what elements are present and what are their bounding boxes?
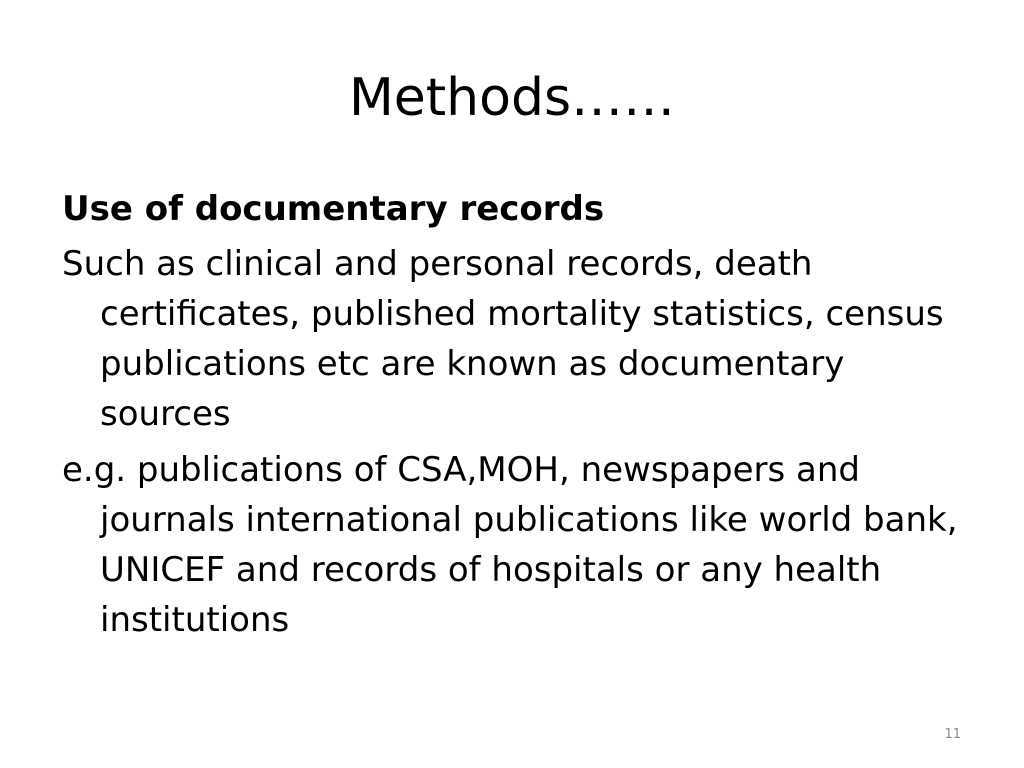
slide-content <box>62 183 972 651</box>
slide-title: Methods…… <box>348 68 676 128</box>
page-number: 11 <box>944 727 961 742</box>
section-heading: Use of documentary records <box>62 189 605 229</box>
paragraph-documentary-sources: Such as clinical and personal records, death certificates, published mortality statistics, census publications etc are known as documentary sources <box>62 244 944 434</box>
paragraph-examples: e.g. publications of CSA,MOH, newspapers and journals international publications like world bank, UNICEF and records of hospitals or any health institutions <box>62 450 958 640</box>
